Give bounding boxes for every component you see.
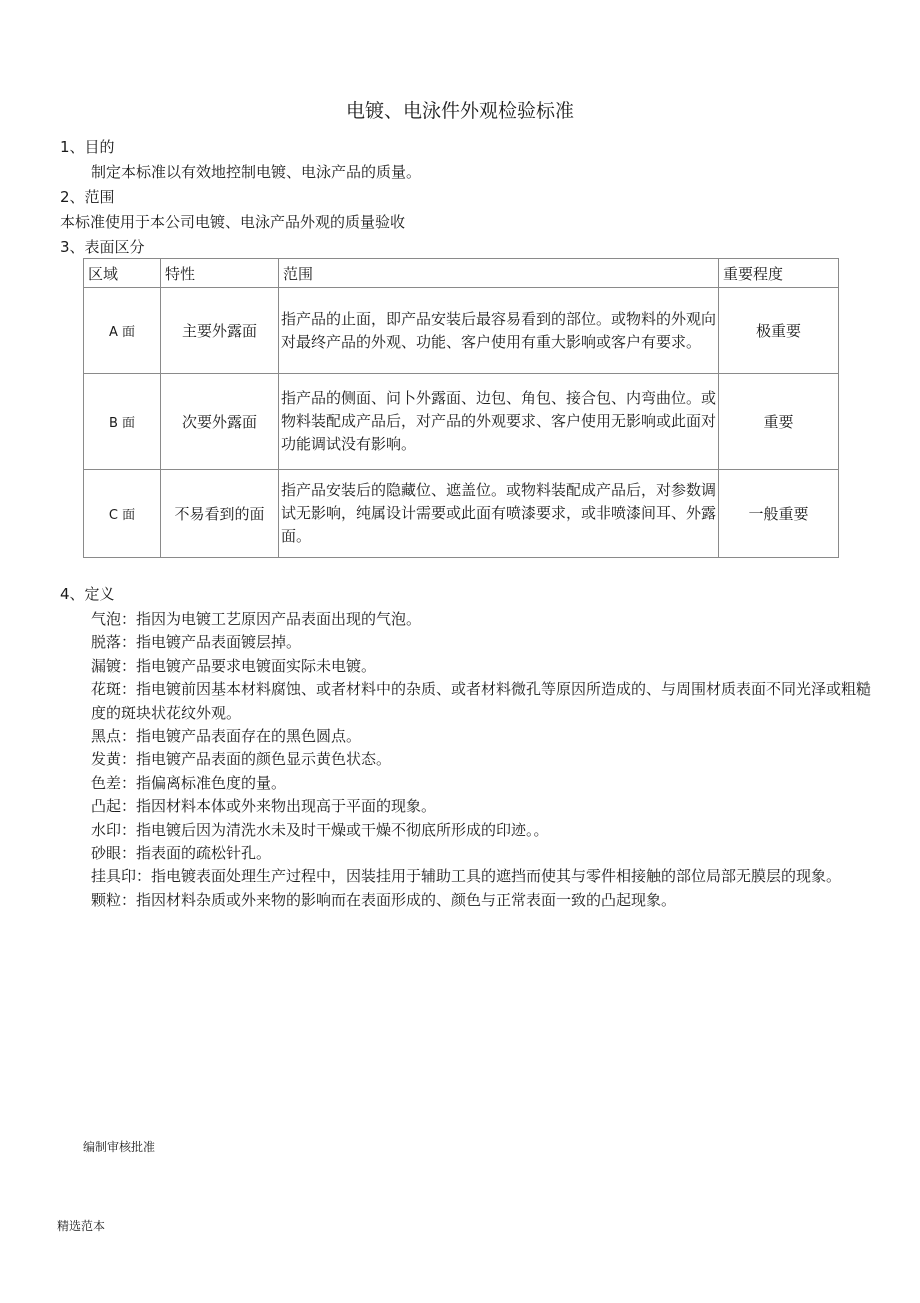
section-2-text: 本标准使用于本公司电镀、电泳产品外观的质量验收 bbox=[60, 213, 406, 231]
definition-item: 发黄：指电镀产品表面的颜色显示黄色状态。 bbox=[91, 750, 392, 769]
importance-cell: 一般重要 bbox=[719, 470, 839, 558]
definition-item: 漏镀：指电镀产品要求电镀面实际未电镀。 bbox=[91, 656, 377, 675]
table-row bbox=[84, 288, 839, 374]
definition-item: 黑点：指电镀产品表面存在的黑色圆点。 bbox=[91, 727, 362, 746]
signoff-line: 编制审核批准 bbox=[83, 1140, 156, 1154]
definition-item: 气泡：指因为电镀工艺原因产品表面出现的气泡。 bbox=[91, 610, 422, 628]
definition-item: 颗粒：指因材料杂质或外来物的影响而在表面形成的、颜色与正常表面一致的凸起现象。 bbox=[91, 890, 677, 909]
section-3-heading: 3、表面区分 bbox=[60, 238, 145, 256]
header-importance: 重要程度 bbox=[719, 259, 839, 288]
document-title: 电镀、电泳件外观检验标准 bbox=[345, 100, 574, 122]
characteristic-cell: 次要外露面 bbox=[161, 374, 279, 470]
table-header-row bbox=[84, 259, 839, 288]
section-4-heading: 4、定义 bbox=[60, 585, 115, 603]
definitions-list bbox=[91, 608, 871, 912]
definition-item: 砂眼：指表面的疏松针孔。 bbox=[91, 844, 272, 863]
range-cell: 指产品的侧面、问卜外露面、边包、角包、接合包、内弯曲位。或物料装配成产品后，对产品的外观要求、客户使用无影响或此面对功能调试没有影响。 bbox=[279, 374, 719, 470]
watermark-text: 精选范本 bbox=[57, 1219, 106, 1233]
characteristic-cell: 不易看到的面 bbox=[161, 470, 279, 558]
characteristic-cell: 主要外露面 bbox=[161, 288, 279, 374]
zone-cell: B 面 bbox=[84, 374, 161, 470]
table-row bbox=[84, 374, 839, 470]
header-characteristic: 特性 bbox=[161, 259, 279, 288]
definition-item: 花斑：指电镀前因基本材料腐蚀、或者材料中的杂质、或者材料微孔等原因所造成的、与周围材质表面不同光泽或粗糙度的斑块状花纹外观。 bbox=[91, 680, 872, 722]
importance-cell: 重要 bbox=[719, 374, 839, 470]
section-1-text: 制定本标准以有效地控制电镀、电泳产品的质量。 bbox=[91, 163, 422, 181]
surface-zone-table bbox=[83, 258, 839, 558]
definition-item: 凸起：指因材料本体或外来物出现高于平面的现象。 bbox=[91, 797, 437, 816]
definition-item: 水印：指电镀后因为清洗水未及时干燥或干燥不彻底所形成的印迹。。 bbox=[91, 820, 549, 839]
section-2-heading: 2、范围 bbox=[60, 188, 115, 206]
importance-cell: 极重要 bbox=[719, 288, 839, 374]
zone-cell: A 面 bbox=[84, 288, 161, 374]
table-row bbox=[84, 470, 839, 558]
range-cell: 指产品的止面，即产品安装后最容易看到的部位。或物料的外观向对最终产品的外观、功能、客户使用有重大影响或客户有要求。 bbox=[279, 288, 719, 374]
section-1-heading: 1、目的 bbox=[60, 138, 115, 156]
definition-item: 色差：指偏离标准色度的量。 bbox=[91, 773, 287, 792]
header-range: 范围 bbox=[279, 259, 719, 288]
header-zone: 区域 bbox=[84, 259, 161, 288]
range-cell: 指产品安装后的隐藏位、遮盖位。或物料装配成产品后，对参数调试无影响，纯属设计需要或此面有喷漆要求，或非喷漆间耳、外露面。 bbox=[279, 470, 719, 558]
zone-cell: C 面 bbox=[84, 470, 161, 558]
definition-item: 挂具印：指电镀表面处理生产过程中，因装挂用于辅助工具的遮挡而使其与零件相接触的部位局部无膜层的现象。 bbox=[91, 867, 842, 886]
definition-item: 脱落：指电镀产品表面镀层掉。 bbox=[91, 633, 302, 652]
